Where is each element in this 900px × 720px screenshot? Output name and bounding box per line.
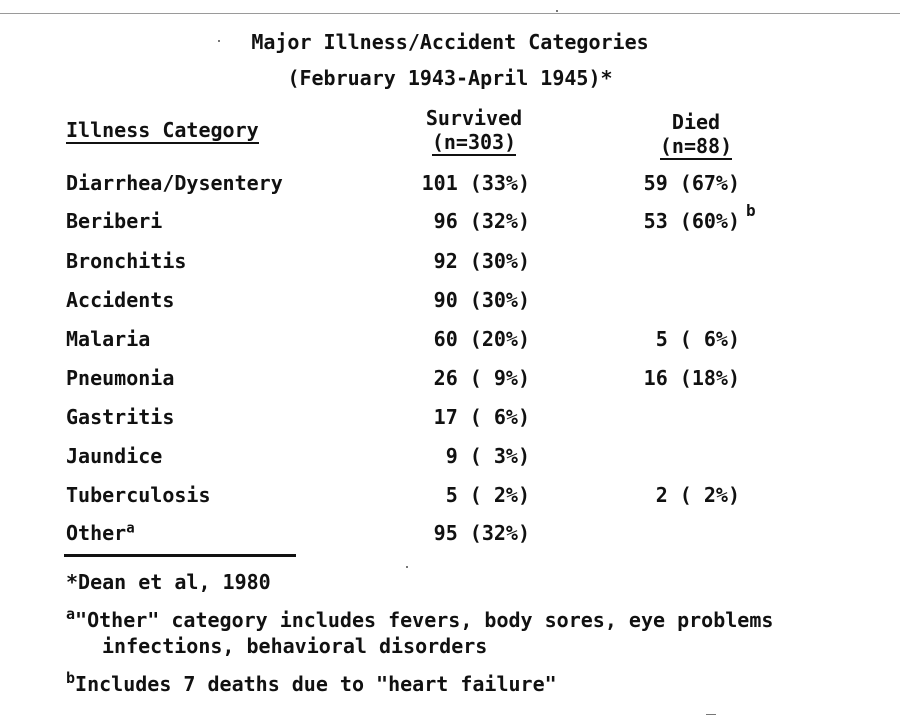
table-row xyxy=(0,444,900,472)
footnote-b-marker: b xyxy=(66,669,76,687)
row-survived: 26 ( 9%) xyxy=(433,366,530,390)
table-title: Major Illness/Accident Categories xyxy=(251,30,649,54)
footnote-a-line1: "Other" category includes fevers, body sores, eye problems xyxy=(75,608,774,632)
table-row xyxy=(0,483,900,511)
row-died: 59 (67%) xyxy=(643,171,740,195)
died-header-count: (n=88) xyxy=(659,134,733,158)
row-category: Beriberi xyxy=(66,209,163,233)
row-survived: 17 ( 6%) xyxy=(433,405,530,429)
row-category: Jaundice xyxy=(66,444,163,468)
table-subtitle: (February 1943-April 1945)* xyxy=(287,66,613,90)
row-died: 16 (18%) xyxy=(643,366,740,390)
row-survived: 101 (33%) xyxy=(421,171,530,195)
illness-category-header: Illness Category xyxy=(66,118,259,142)
table-row xyxy=(0,521,900,549)
died-footnote-marker: b xyxy=(746,201,756,220)
table-row xyxy=(0,249,900,277)
row-category: Bronchitis xyxy=(66,249,187,273)
died-column-header xyxy=(640,110,752,160)
footnote-b xyxy=(66,669,557,696)
row-category: Malaria xyxy=(66,327,151,351)
table-bottom-rule xyxy=(64,554,296,557)
row-died: 2 ( 2%) xyxy=(655,483,740,507)
footnote-a xyxy=(66,605,774,632)
table-row xyxy=(0,366,900,394)
footnote-a-marker: a xyxy=(66,605,76,623)
scan-speck xyxy=(406,566,408,568)
row-category: Gastritis xyxy=(66,405,175,429)
row-survived: 9 ( 3%) xyxy=(445,444,530,468)
row-category: Tuberculosis xyxy=(66,483,211,507)
row-survived: 60 (20%) xyxy=(433,327,530,351)
row-survived: 92 (30%) xyxy=(433,249,530,273)
died-header-label: Died xyxy=(671,110,721,134)
row-survived: 96 (32%) xyxy=(433,209,530,233)
row-died: 53 (60%) xyxy=(643,209,740,233)
table-row xyxy=(0,288,900,316)
scan-speck xyxy=(706,714,716,715)
category-footnote-marker: a xyxy=(126,520,135,537)
row-survived: 95 (32%) xyxy=(433,521,530,545)
row-category: Accidents xyxy=(66,288,175,312)
row-category: Pneumonia xyxy=(66,366,175,390)
scan-speck xyxy=(556,10,558,12)
survived-column-header xyxy=(410,106,538,156)
row-died: 5 ( 6%) xyxy=(655,327,740,351)
survived-header-label: Survived xyxy=(425,106,523,130)
row-survived: 90 (30%) xyxy=(433,288,530,312)
table-row xyxy=(0,171,900,199)
table-row xyxy=(0,201,900,237)
top-border-line xyxy=(0,13,900,14)
row-survived: 5 ( 2%) xyxy=(445,483,530,507)
table-row xyxy=(0,327,900,355)
footnote-source: *Dean et al, 1980 xyxy=(66,570,271,594)
row-category: Diarrhea/Dysentery xyxy=(66,171,283,195)
row-category xyxy=(66,521,135,545)
footnote-a-line2: infections, behavioral disorders xyxy=(102,634,488,658)
table-row xyxy=(0,405,900,433)
survived-header-count: (n=303) xyxy=(431,130,517,154)
footnote-b-text: Includes 7 deaths due to "heart failure" xyxy=(75,672,557,696)
row-category-text: Other xyxy=(66,521,127,545)
